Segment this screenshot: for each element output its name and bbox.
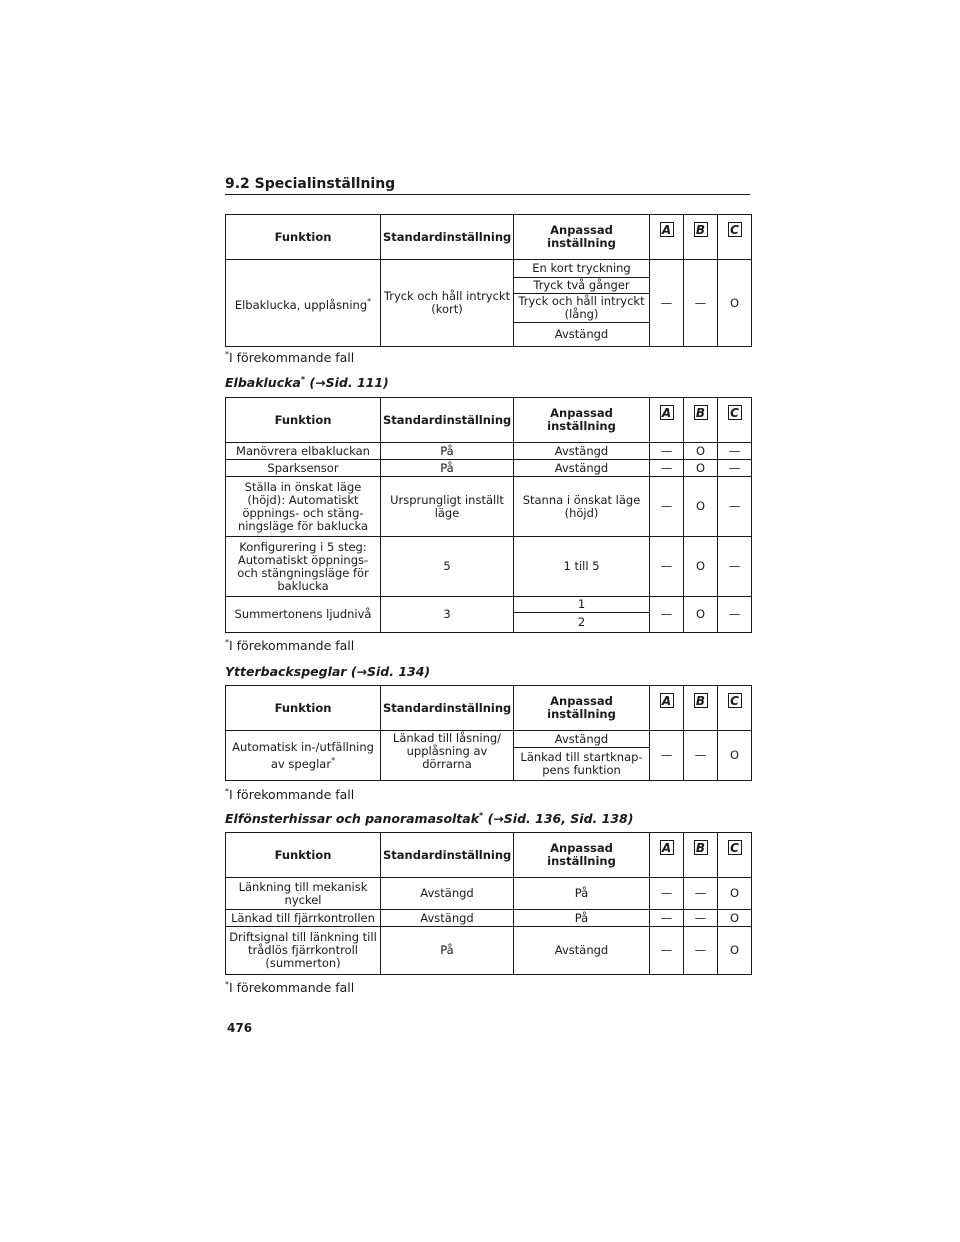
header-anpassad: Anpassad inställning xyxy=(514,686,650,731)
cell-a: — xyxy=(650,597,684,633)
table-tailgate-unlock xyxy=(225,214,752,347)
badge-c: C xyxy=(728,840,742,855)
badge-a: A xyxy=(660,693,674,708)
cell-b: — xyxy=(684,910,718,927)
cell-anpassad: På xyxy=(514,910,650,927)
cell-funktion: Länkning till mekanisk nyckel xyxy=(226,878,381,910)
table-header-row xyxy=(226,686,752,731)
table-row xyxy=(226,731,752,748)
table-windows xyxy=(225,832,752,975)
table-row xyxy=(226,460,752,477)
cell-c: — xyxy=(718,537,752,597)
badge-a: A xyxy=(660,840,674,855)
cell-funktion: Länkad till fjärrkontrollen xyxy=(226,910,381,927)
cell-a: — xyxy=(650,910,684,927)
cell-standard: På xyxy=(381,443,514,460)
cell-a: — xyxy=(650,537,684,597)
cell-b: O xyxy=(684,477,718,537)
cell-standard: Ursprungligt inställt läge xyxy=(381,477,514,537)
badge-c: C xyxy=(728,222,742,237)
table-row xyxy=(226,537,752,597)
cell-funktion: Elbaklucka, upplåsning* xyxy=(226,260,381,347)
footnote: *I förekommande fall xyxy=(225,638,355,654)
cell-funktion: Sparksensor xyxy=(226,460,381,477)
cell-funktion: Summertonens ljudnivå xyxy=(226,597,381,633)
badge-a: A xyxy=(660,405,674,420)
cell-a: — xyxy=(650,927,684,975)
table-row xyxy=(226,878,752,910)
cell-anpassad: Avstängd xyxy=(514,443,650,460)
cell-c: — xyxy=(718,460,752,477)
header-funktion: Funktion xyxy=(226,398,381,443)
cell-b: O xyxy=(684,597,718,633)
cell-b: — xyxy=(684,260,718,347)
table-row xyxy=(226,910,752,927)
cell-standard: På xyxy=(381,927,514,975)
cell-funktion: Manövrera elbakluckan xyxy=(226,443,381,460)
table-header-row xyxy=(226,215,752,260)
section-title: 9.2 Specialinställning xyxy=(225,176,750,195)
cell-option: En kort tryckning xyxy=(514,260,650,278)
cell-anpassad: 1 till 5 xyxy=(514,537,650,597)
cell-funktion: Driftsignal till länkning till trådlös fjärrkontroll (summerton) xyxy=(226,927,381,975)
header-anpassad: Anpassad inställning xyxy=(514,833,650,878)
header-funktion: Funktion xyxy=(226,686,381,731)
header-standard: Standardinställning xyxy=(381,398,514,443)
footnote: *I förekommande fall xyxy=(225,350,355,366)
cell-c: O xyxy=(718,878,752,910)
cell-c: O xyxy=(718,910,752,927)
footnote: *I förekommande fall xyxy=(225,787,355,803)
cell-b: O xyxy=(684,537,718,597)
badge-b: B xyxy=(694,405,708,420)
cell-b: O xyxy=(684,443,718,460)
badge-b: B xyxy=(694,693,708,708)
cell-standard: Tryck och håll intryckt (kort) xyxy=(381,260,514,347)
cell-c: — xyxy=(718,477,752,537)
cell-funktion: Ställa in önskat läge (höjd): Automatiskt öppnings- och stäng-ningsläge för baklucka xyxy=(226,477,381,537)
header-standard: Standardinställning xyxy=(381,833,514,878)
cell-a: — xyxy=(650,443,684,460)
table-tailgate xyxy=(225,397,752,633)
header-funktion: Funktion xyxy=(226,215,381,260)
cell-standard: På xyxy=(381,460,514,477)
cell-option: 2 xyxy=(514,613,650,633)
cell-standard: Länkad till låsning/ upplåsning av dörrarna xyxy=(381,731,514,781)
cell-b: O xyxy=(684,460,718,477)
cell-anpassad: Avstängd xyxy=(514,460,650,477)
footnote: *I förekommande fall xyxy=(225,980,355,996)
table-row xyxy=(226,477,752,537)
cell-option: Avstängd xyxy=(514,731,650,748)
header-standard: Standardinställning xyxy=(381,215,514,260)
cell-option: 1 xyxy=(514,597,650,613)
cell-funktion: Konfigurering i 5 steg: Automatiskt öppnings- och stängningsläge för baklucka xyxy=(226,537,381,597)
cell-anpassad: Avstängd xyxy=(514,927,650,975)
heading-elbaklucka: Elbaklucka* (→Sid. 111) xyxy=(225,375,389,391)
cell-standard: 3 xyxy=(381,597,514,633)
page-number: 476 xyxy=(227,1021,253,1035)
cell-option: Avstängd xyxy=(514,323,650,347)
heading-ytterbackspeglar: Ytterbackspeglar (→Sid. 134) xyxy=(225,664,431,679)
badge-c: C xyxy=(728,693,742,708)
cell-funktion: Automatisk in-/utfällning av speglar* xyxy=(226,731,381,781)
header-anpassad: Anpassad inställning xyxy=(514,398,650,443)
table-row xyxy=(226,927,752,975)
table-row xyxy=(226,260,752,278)
badge-a: A xyxy=(660,222,674,237)
badge-b: B xyxy=(694,222,708,237)
cell-c: O xyxy=(718,731,752,781)
cell-a: — xyxy=(650,260,684,347)
table-header-row xyxy=(226,398,752,443)
cell-c: — xyxy=(718,597,752,633)
cell-a: — xyxy=(650,878,684,910)
cell-option: Tryck två gånger xyxy=(514,278,650,294)
cell-standard: 5 xyxy=(381,537,514,597)
table-row xyxy=(226,597,752,613)
header-funktion: Funktion xyxy=(226,833,381,878)
cell-c: O xyxy=(718,260,752,347)
cell-c: — xyxy=(718,443,752,460)
cell-standard: Avstängd xyxy=(381,910,514,927)
header-standard: Standardinställning xyxy=(381,686,514,731)
cell-standard: Avstängd xyxy=(381,878,514,910)
header-anpassad: Anpassad inställning xyxy=(514,215,650,260)
badge-c: C xyxy=(728,405,742,420)
table-header-row xyxy=(226,833,752,878)
cell-c: O xyxy=(718,927,752,975)
cell-b: — xyxy=(684,731,718,781)
badge-b: B xyxy=(694,840,708,855)
table-row xyxy=(226,443,752,460)
cell-anpassad: Stanna i önskat läge (höjd) xyxy=(514,477,650,537)
cell-a: — xyxy=(650,731,684,781)
cell-option: Länkad till startknap-pens funktion xyxy=(514,748,650,781)
cell-a: — xyxy=(650,477,684,537)
cell-b: — xyxy=(684,927,718,975)
cell-b: — xyxy=(684,878,718,910)
cell-option: Tryck och håll intryckt (lång) xyxy=(514,294,650,323)
cell-anpassad: På xyxy=(514,878,650,910)
table-mirrors xyxy=(225,685,752,781)
cell-a: — xyxy=(650,460,684,477)
heading-elfonsterhissar: Elfönsterhissar och panoramasoltak* (→Sid. 136, Sid. 138) xyxy=(225,811,634,827)
